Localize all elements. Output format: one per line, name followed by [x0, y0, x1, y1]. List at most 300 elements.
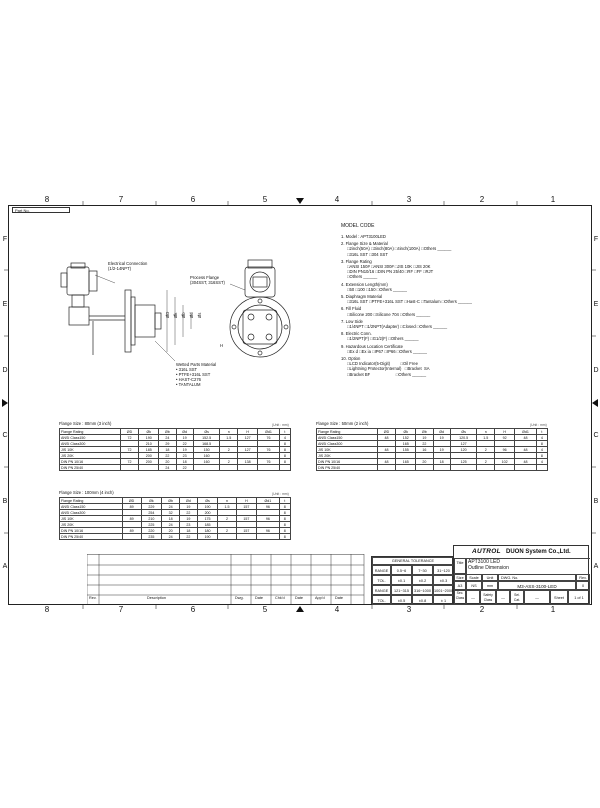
unit-value: mm [482, 581, 498, 590]
table-cell: 8 [536, 453, 547, 459]
table-header-cell: Ød1 [515, 429, 537, 435]
table-cell: 8 [279, 510, 290, 516]
table-header-cell: H [238, 429, 258, 435]
table-cell: 22 [176, 441, 193, 447]
process-flange-label: Process Flange (304SST, 316SST) [190, 275, 225, 285]
table-cell [257, 534, 279, 540]
table-cell: 185 [197, 522, 218, 528]
table-cell: 185 [139, 447, 159, 453]
table-cell: 19 [176, 435, 193, 441]
rev-label: Rev. [576, 574, 590, 581]
table-cell: 220 [141, 528, 162, 534]
table-cell: 168.5 [193, 441, 220, 447]
table-row [317, 465, 548, 471]
sec-class-label: Sec. Class [454, 590, 466, 605]
table-cell: 48 [515, 459, 537, 465]
table-cell: 125 [450, 459, 477, 465]
model-code-block [341, 223, 581, 377]
model-code-line: □50 □100 □150 □Others ______ [347, 286, 407, 292]
table-header-cell: Øs [197, 498, 218, 504]
tol-value: ±0.1 [391, 575, 412, 585]
table-cell: 22 [180, 534, 198, 540]
table-cell: DIN PN 25/40 [60, 465, 121, 471]
col-number: 8 [44, 605, 50, 614]
table-header-cell: n [477, 429, 495, 435]
table-cell: 76 [258, 459, 280, 465]
table-cell: 138 [238, 459, 258, 465]
model-code-line: □1/4NPT □1/2NPT(Adapter) □Closed □Others ______ [347, 324, 448, 330]
table-50 [316, 428, 548, 471]
table-header-cell: t [536, 429, 547, 435]
col-number: 3 [406, 195, 412, 204]
table-cell: 19 [176, 447, 193, 453]
table-cell: 235 [141, 534, 162, 540]
range-value: 31~120 [433, 565, 454, 575]
table-cell [515, 465, 537, 471]
table-header-cell: H [495, 429, 515, 435]
table-cell: 8 [279, 453, 290, 459]
table-cell: 96 [257, 504, 279, 510]
table-cell [396, 465, 416, 471]
title-label: Title [454, 558, 466, 574]
table-cell [122, 534, 141, 540]
size-label: Size [454, 574, 466, 581]
table-header-cell: ØD [122, 498, 141, 504]
sheet-value: 1 of 1 [568, 590, 590, 605]
table-header-cell: n [220, 429, 238, 435]
table-cell [477, 465, 495, 471]
table-cell: 96 [257, 528, 279, 534]
model-code-line: □1/2NPT(F) □G1/2(F) □Others ______ [347, 336, 419, 342]
table-cell: 127 [238, 435, 258, 441]
table-cell: 157 [236, 516, 257, 522]
table-header-cell: Øb [159, 429, 176, 435]
table-header-cell: ØD [120, 429, 139, 435]
drawing-title-line1: APT3100 LED [468, 559, 500, 565]
table-cell: 160 [193, 459, 220, 465]
table-cell [238, 465, 258, 471]
table-cell: 175 [197, 516, 218, 522]
dwg-header: Dwg. [235, 596, 244, 600]
part-number-label: Part No. [15, 208, 30, 213]
dwg-no-label: DWG. No. [498, 574, 576, 581]
table-cell [193, 465, 220, 471]
table-cell: 4 [536, 447, 547, 453]
row-letter: B [593, 498, 599, 505]
table-header-cell: Øs [193, 429, 220, 435]
size-value: A3 [454, 581, 466, 590]
model-code-line: □Lightning Protector(Internal) □Bracket SA [347, 366, 430, 372]
table-cell: 18 [180, 528, 198, 534]
table-cell: 152.5 [193, 435, 220, 441]
row-letter: E [593, 301, 599, 308]
scale-label: Scale [466, 574, 482, 581]
model-code-line: 2. Flange Size & Material [341, 241, 388, 247]
table-cell: 2 [218, 516, 236, 522]
table-cell: 19 [416, 435, 433, 441]
col-number: 4 [334, 195, 340, 204]
col-number: 3 [406, 605, 412, 614]
table-cell: JIS 20K [317, 453, 378, 459]
row-letter: C [2, 432, 8, 439]
table-header-cell: ØD [377, 429, 396, 435]
table-cell: 29 [159, 441, 176, 447]
date-header: Date [255, 596, 264, 600]
table-cell [377, 465, 396, 471]
table-cell: 89 [122, 504, 141, 510]
table-header-cell: Øb [416, 429, 433, 435]
electrical-connection-label: Electrical Connection (1/2-14NPT) [108, 261, 148, 271]
table-cell: 1.5 [220, 435, 238, 441]
table-cell: DIN PN 10/16 [60, 528, 123, 534]
wetted-part-item: • TANTALUM [176, 382, 201, 387]
table-cell: 4 [536, 435, 547, 441]
table-row [60, 465, 291, 471]
table-cell [120, 465, 139, 471]
model-code-line: 9. Hazardous Location Certificate [341, 343, 403, 349]
table-cell: 18 [162, 516, 180, 522]
table-cell: 89 [122, 516, 141, 522]
table-cell: 155 [396, 447, 416, 453]
table-cell: 24 [162, 534, 180, 540]
table-cell: 1.5 [477, 435, 495, 441]
table-cell: 48 [515, 447, 537, 453]
table-header-cell: Flange Rating [60, 498, 123, 504]
table-cell: 20 [162, 528, 180, 534]
table-cell: 18 [176, 459, 193, 465]
col-number: 7 [118, 195, 124, 204]
table-cell: 24 [162, 522, 180, 528]
company-name: DUON System Co.,Ltd. [506, 549, 571, 555]
table-cell: 89 [122, 528, 141, 534]
row-letter: D [2, 367, 8, 374]
tol-label: TOL. [372, 595, 391, 605]
unit-label: Unit [482, 574, 498, 581]
col-number: 2 [479, 195, 485, 204]
table-cell [218, 534, 236, 540]
table-header-cell: Øb [162, 498, 180, 504]
table-cell: 8 [279, 459, 290, 465]
dwg-no-value: M3-ASS-3100-LED [498, 581, 576, 590]
table-cell: 2 [220, 459, 238, 465]
table-50-caption: Flange Size : 50mm (2 inch) [316, 421, 369, 426]
table-cell: 23 [180, 522, 198, 528]
table-100-caption: Flange Size : 100mm (4 inch) [59, 490, 114, 495]
table-cell: 32 [162, 510, 180, 516]
date-header: Date [295, 596, 304, 600]
row-letter: A [2, 563, 8, 570]
table-cell: 8 [279, 522, 290, 528]
dim-label-D: ØD [165, 311, 170, 318]
row-letter: E [2, 301, 8, 308]
table-header-cell: Ød1 [258, 429, 280, 435]
table-cell [433, 465, 450, 471]
table-header-cell: Øk [396, 429, 416, 435]
model-code-line: 3. Flange Rating [341, 258, 372, 264]
table-cell: 8 [279, 504, 290, 510]
table-cell: 92 [495, 435, 515, 441]
wetted-parts-note [176, 362, 216, 387]
table-cell: 19 [433, 447, 450, 453]
model-code-line: 8. Electric Conn. [341, 331, 372, 337]
table-cell: 20 [159, 459, 176, 465]
row-letter: B [2, 498, 8, 505]
table-cell: JIS 20K [60, 522, 123, 528]
table-cell: 20 [416, 459, 433, 465]
title-block [453, 545, 589, 604]
table-cell: DIN PN 25/40 [317, 465, 378, 471]
table-cell: DIN PN 25/40 [60, 534, 123, 540]
table-cell: 18 [433, 459, 450, 465]
table-cell: DIN PN 10/16 [317, 459, 378, 465]
table-header-cell: Ød [180, 498, 198, 504]
table-cell: 200 [197, 510, 218, 516]
table-cell [450, 465, 477, 471]
table-cell: 48 [515, 435, 537, 441]
dim-label-s: Øs [197, 312, 202, 318]
wetted-part-item: • 316L SST [176, 367, 198, 372]
col-number: 5 [262, 195, 268, 204]
col-number: 6 [190, 605, 196, 614]
model-code-line: □Silicone 200 □Silicone 704 □Others ______ [347, 311, 431, 317]
table-cell: ANSI Class150 [317, 435, 378, 441]
drawing-title-line2: Outline Dimension [468, 565, 509, 571]
sec-class-value: — [466, 590, 480, 605]
table-cell: 160 [193, 453, 220, 459]
col-number: 5 [262, 605, 268, 614]
revision-header-row [87, 596, 367, 604]
table-header-cell: H [236, 498, 257, 504]
col-number: 2 [479, 605, 485, 614]
model-code-line: □DIN PN10/16 □DIN PN 25/40 □RF □FF □RJT [347, 269, 434, 275]
part-number-box [12, 207, 70, 213]
table-cell: 225 [141, 522, 162, 528]
dim-label-k: Øk [173, 312, 178, 318]
table-cell: 48 [377, 447, 396, 453]
table-80 [59, 428, 291, 471]
dim-label-d: Ød [189, 312, 194, 318]
table-cell: ANSI Class150 [60, 504, 123, 510]
table-cell: ANSI Class300 [317, 441, 378, 447]
table-cell: 24 [159, 465, 176, 471]
sheet-label: Sheet [550, 590, 568, 605]
model-code-line: □LCD Indicator(5-Digit) □Oil Free [347, 361, 418, 367]
rev-value: 0 [576, 581, 590, 590]
table-cell: 48 [377, 435, 396, 441]
range-value: 316~1000 [412, 585, 433, 595]
dim-label-H: H [220, 343, 224, 348]
table-cell: 152 [396, 435, 416, 441]
table-cell: 1.5 [218, 504, 236, 510]
table-cell: 2 [218, 528, 236, 534]
tolerance-title: GENERAL TOLERANCE [372, 557, 454, 565]
table-cell: 127 [238, 447, 258, 453]
table-cell: 2 [477, 447, 495, 453]
table-header-cell: Flange Rating [317, 429, 378, 435]
col-number: 8 [44, 195, 50, 204]
table-cell: 120.5 [450, 435, 477, 441]
sei-cat-value: — [524, 590, 550, 605]
table-header-cell: Ød [176, 429, 193, 435]
scale-value: NS [466, 581, 482, 590]
table-cell [139, 465, 159, 471]
table-row [60, 534, 291, 540]
wetted-part-item: • HAST-C276 [176, 377, 201, 382]
range-value: 121~315 [391, 585, 412, 595]
table-100 [59, 497, 291, 540]
range-label: RANGE [372, 585, 391, 595]
table-cell: JIS 10K [60, 447, 121, 453]
date-header: Date [335, 596, 344, 600]
table-cell: 76 [258, 435, 280, 441]
dim-label-b: Øb [181, 312, 186, 318]
table-cell: 19 [433, 435, 450, 441]
table-cell: 96 [257, 516, 279, 522]
table-cell: 210 [141, 516, 162, 522]
range-value: 7~30 [412, 565, 433, 575]
table-cell: 190 [197, 534, 218, 540]
table-header-cell: Øs [450, 429, 477, 435]
table-cell: 2 [477, 459, 495, 465]
table-cell: 22 [159, 453, 176, 459]
table-cell: 210 [139, 441, 159, 447]
table-cell [220, 465, 238, 471]
model-code-line: □Others ______ [347, 274, 378, 280]
table-header-cell: Ød1 [257, 498, 279, 504]
table-50-unit: (Unit : mm) [530, 423, 547, 427]
table-header-cell: Øk [141, 498, 162, 504]
col-number: 1 [550, 605, 556, 614]
model-code-line: □Ex d □Ex ia □IP67 □IP66 □Others ______ [347, 348, 427, 354]
wetted-parts-title: Wetted Parts Material [176, 362, 217, 367]
table-cell: 200 [139, 459, 159, 465]
table-cell: 4 [279, 435, 290, 441]
table-cell: 19 [180, 504, 198, 510]
table-cell [416, 465, 433, 471]
row-letter: F [2, 236, 8, 243]
model-code-line: □Bracket BF □Others ______ [347, 371, 427, 377]
table-cell: JIS 10K [317, 447, 378, 453]
table-cell: 72 [120, 435, 139, 441]
safety-class-value: — [496, 590, 510, 605]
col-number: 1 [550, 195, 556, 204]
row-letter: F [593, 236, 599, 243]
table-cell [495, 465, 515, 471]
table-cell: JIS 10K [60, 516, 123, 522]
table-cell: 48 [377, 459, 396, 465]
range-value: 1001~2000 [433, 585, 454, 595]
tol-value: ±0.2 [412, 575, 433, 585]
table-cell: 16 [416, 447, 433, 453]
table-cell: ANSI Class150 [60, 435, 121, 441]
table-cell: ANSI Class300 [60, 510, 123, 516]
model-code-line: 10. Option [341, 356, 361, 362]
model-code-line: 1. Model : APT3100LED [341, 234, 386, 239]
table-cell: 72 [120, 447, 139, 453]
range-label: RANGE [372, 565, 391, 575]
col-number: 6 [190, 195, 196, 204]
table-header-cell: Ød [433, 429, 450, 435]
table-cell [258, 465, 280, 471]
description-header: Description [147, 596, 166, 600]
model-code-line: □316L SST □304 SST [347, 251, 388, 257]
table-header-cell: t [279, 498, 290, 504]
chkd-header: Chk'd [275, 596, 285, 600]
table-cell: 8 [279, 528, 290, 534]
table-cell: 24 [162, 504, 180, 510]
table-cell: 165 [396, 459, 416, 465]
table-header-cell: n [218, 498, 236, 504]
table-cell: 157 [236, 504, 257, 510]
table-80-unit: (Unit : mm) [272, 423, 289, 427]
table-cell: 8 [279, 534, 290, 540]
model-code-line: 6. Fill Fluid [341, 306, 362, 312]
table-cell: 23 [176, 453, 193, 459]
table-cell: 24 [159, 435, 176, 441]
range-value: 0.5~6 [391, 565, 412, 575]
table-cell: 96 [495, 447, 515, 453]
table-cell: 18 [159, 447, 176, 453]
col-number: 4 [334, 605, 340, 614]
table-cell: 127 [450, 441, 477, 447]
table-cell: 190 [139, 435, 159, 441]
tol-value: ±0.3 [433, 575, 454, 585]
table-header-cell: Øk [139, 429, 159, 435]
table-cell [236, 534, 257, 540]
table-cell: JIS 20K [60, 453, 121, 459]
table-cell: 150 [193, 447, 220, 453]
table-cell: 102 [495, 459, 515, 465]
safety-class-label: Safety Class [480, 590, 496, 605]
table-cell: 22 [180, 510, 198, 516]
col-number: 7 [118, 605, 124, 614]
model-code-line: □ANSI 150# □ANSI 300# □JIS 10K □JIS 20K [347, 264, 431, 270]
table-cell: 165 [396, 441, 416, 447]
appd-header: App'd [315, 596, 325, 600]
tol-label: TOL. [372, 575, 391, 585]
table-cell: 200 [139, 453, 159, 459]
model-code-line: 7. Low Side [341, 318, 363, 324]
table-cell: 8 [279, 447, 290, 453]
table-cell [279, 465, 290, 471]
table-header-cell: Flange Rating [60, 429, 121, 435]
company-row [454, 546, 590, 559]
table-cell: 76 [258, 447, 280, 453]
table-cell: 180 [197, 528, 218, 534]
general-tolerance-block [371, 556, 453, 604]
tol-value: ±0.5 [391, 595, 412, 605]
table-100-unit: (Unit : mm) [272, 492, 289, 496]
table-cell: 120 [450, 447, 477, 453]
model-code-title: MODEL CODE [341, 223, 375, 229]
table-cell: 190 [197, 504, 218, 510]
table-cell: 22 [176, 465, 193, 471]
table-cell: DIN PN 10/16 [60, 459, 121, 465]
model-code-line: 4. Extension Length(mm) [341, 281, 388, 287]
table-cell: 4 [536, 459, 547, 465]
sei-cat-label: Sei. Cat. [510, 590, 524, 605]
tol-value: ±0.8 [412, 595, 433, 605]
table-cell: 8 [279, 516, 290, 522]
model-code-line: □2inch(50A) □3inch(80A) □4inch(100A) □Others ______ [347, 246, 452, 252]
table-cell: 157 [236, 528, 257, 534]
row-letter: C [593, 432, 599, 439]
table-cell: 8 [279, 441, 290, 447]
table-cell: 8 [536, 441, 547, 447]
table-cell: ANSI Class300 [60, 441, 121, 447]
wetted-part-item: • PTFE+316L SST [176, 372, 211, 377]
table-cell: 229 [141, 504, 162, 510]
